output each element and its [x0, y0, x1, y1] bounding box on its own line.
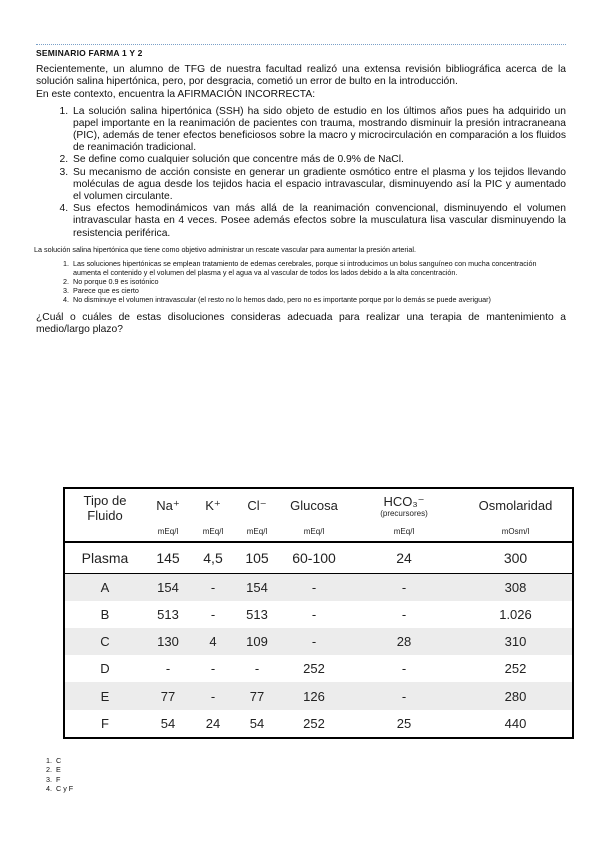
cell-osm: 440 [504, 715, 527, 731]
cell-hco3: - [401, 661, 407, 677]
explanation-item: 3. Parece que es cierto [71, 286, 566, 295]
cell-hco3: - [401, 688, 407, 704]
header-k-label: K⁺ [205, 498, 221, 513]
cell-glucosa: - [311, 606, 317, 622]
answer-option: 4. C y F [54, 784, 73, 793]
statement-item: 2. Se define como cualquier solución que concentre más de 0.9% de NaCl. [71, 154, 566, 166]
answer-note: La solución salina hipertónica que tiene como objetivo administrar un rescate vascular para aumentar la presión arterial. [34, 244, 416, 254]
statement-item: 1. La solución salina hipertónica (SSH) ha sido objeto de estudio en los últimos años pues ha adquirido un papel importante en la reanimación de pacientes con trauma, mostrando disminuir la presión intracraneana (PIC), además de tener efectos beneficiosos sobre la macro y microcirculación en comparación a los fluidos de reanimación tradicional. [71, 106, 566, 155]
answer-option: 1. C [54, 756, 73, 765]
header-cl-label: Cl⁻ [247, 498, 267, 513]
answer-option: 3. F [54, 775, 73, 784]
header-cl [235, 488, 279, 522]
table-row [64, 628, 573, 655]
unit-na: mEq/l [157, 526, 179, 536]
cell-fluid: B [100, 606, 110, 622]
cell-glucosa: - [311, 579, 317, 595]
cell-cl: - [254, 661, 260, 677]
cell-cl: 105 [235, 542, 279, 573]
cell-glucosa: 60-100 [279, 542, 349, 573]
cell-k: 4 [209, 634, 217, 650]
cell-osm: 1.026 [499, 606, 532, 622]
cell-osm: 300 [459, 542, 573, 573]
cell-na: 145 [145, 542, 191, 573]
header-glucosa-label: Glucosa [290, 498, 338, 513]
cell-cl: 513 [246, 606, 268, 622]
cell-na: 54 [160, 715, 176, 731]
header-osmolaridad-label: Osmolaridad [478, 498, 553, 513]
cell-fluid: D [100, 661, 110, 677]
question-prompt: En este contexto, encuentra la AFIRMACIÓN INCORRECTA: [36, 89, 316, 101]
header-fluid-type-label: Tipo de Fluido [83, 493, 127, 523]
header-na [145, 488, 191, 522]
cell-osm: 310 [504, 634, 527, 650]
table-row [64, 655, 573, 682]
cell-hco3: - [401, 606, 407, 622]
header-na-label: Na⁺ [156, 498, 180, 513]
cell-k: 24 [205, 715, 221, 731]
cell-na: 154 [157, 579, 179, 595]
cell-glucosa: 126 [303, 688, 325, 704]
table-row-plasma [64, 542, 573, 573]
cell-k: - [210, 606, 216, 622]
unit-k: mEq/l [202, 526, 224, 536]
unit-osmolaridad: mOsm/l [501, 526, 530, 536]
table-row [64, 682, 573, 709]
answer-option: 2. E [54, 765, 73, 774]
cell-glucosa: 252 [303, 715, 325, 731]
explanation-item: 1. Las soluciones hipertónicas se emplean tratamiento de edemas cerebrales, porque si introducimos un bolus sanguíneo con mucha concentración aumenta el contenido y el volumen del plasma y el agua va al vascular de todos los lados debido a la alta concentración. [71, 259, 566, 277]
document-body [36, 42, 566, 336]
header-hco3 [349, 488, 459, 522]
cell-glucosa: - [311, 634, 317, 650]
cell-hco3: - [401, 579, 407, 595]
cell-fluid: C [100, 634, 110, 650]
explanation-item: 2. No porque 0.9 es isotónico [71, 277, 566, 286]
answer-options [36, 756, 73, 794]
table-row [64, 710, 573, 738]
cell-hco3: 24 [349, 542, 459, 573]
cell-fluid: Plasma [64, 542, 145, 573]
intro-paragraph: Recientemente, un alumno de TFG de nuestra facultad realizó una extensa revisión bibliográfica acerca de la solución salina hipertónica, pero, por desgracia, cometió un error de bulto en la introducción. [36, 64, 566, 88]
cell-k: - [210, 688, 216, 704]
header-osmolaridad [459, 488, 573, 522]
header-glucosa [279, 488, 349, 522]
statement-list [36, 106, 566, 240]
cell-k: 4,5 [191, 542, 235, 573]
statement-item: 4. Sus efectos hemodinámicos van más allá de la reanimación convencional, disminuyendo el volumen intravascular hasta en 4 veces. Posee además efectos sobre la musculatura lisa vascular disminuyendo la resistencia periférica. [71, 203, 566, 240]
header-fluid-type [64, 488, 145, 542]
cell-k: - [210, 579, 216, 595]
cell-na: 130 [157, 634, 179, 650]
cell-cl: 154 [246, 579, 268, 595]
header-hco3-sub: (precursores) [380, 508, 428, 518]
cell-cl: 54 [249, 715, 265, 731]
cell-osm: 252 [504, 661, 527, 677]
cell-osm: 308 [504, 579, 527, 595]
cell-fluid: E [100, 688, 110, 704]
cell-na: 513 [157, 606, 179, 622]
cell-cl: 77 [249, 688, 265, 704]
table-row [64, 601, 573, 628]
cell-glucosa: 252 [303, 661, 325, 677]
cell-osm: 280 [504, 688, 527, 704]
statement-item: 3. Su mecanismo de acción consiste en generar un gradiente osmótico entre el plasma y los tejidos llevando moléculas de agua desde los tejidos hacia el espacio intravascular, disminuyendo así la PIC y aumentado el volumen circulante. [71, 167, 566, 204]
unit-cl: mEq/l [246, 526, 268, 536]
fluids-table [63, 487, 574, 739]
cell-cl: 109 [246, 634, 268, 650]
document-header: SEMINARIO FARMA 1 Y 2 [36, 48, 143, 58]
explanation-item: 4. No disminuye el volumen intravascular (el resto no lo hemos dado, pero no es importante porque por lo demás se puede averiguar) [71, 295, 566, 304]
cell-fluid: F [101, 715, 109, 731]
cell-hco3: 28 [396, 634, 412, 650]
question-two: ¿Cuál o cuáles de estas disoluciones consideras adecuada para realizar una terapia de mantenimiento a medio/largo plazo? [36, 311, 566, 336]
cell-na: 77 [160, 688, 176, 704]
cell-k: - [210, 661, 216, 677]
unit-glucosa: mEq/l [303, 526, 325, 536]
unit-hco3: mEq/l [393, 526, 415, 536]
header-hco3-label: HCO₃⁻ [383, 493, 425, 509]
explanation-list [36, 259, 566, 304]
cell-na: - [165, 661, 171, 677]
cell-hco3: 25 [396, 715, 412, 731]
cell-fluid: A [100, 579, 110, 595]
table-row [64, 573, 573, 601]
header-k [191, 488, 235, 522]
